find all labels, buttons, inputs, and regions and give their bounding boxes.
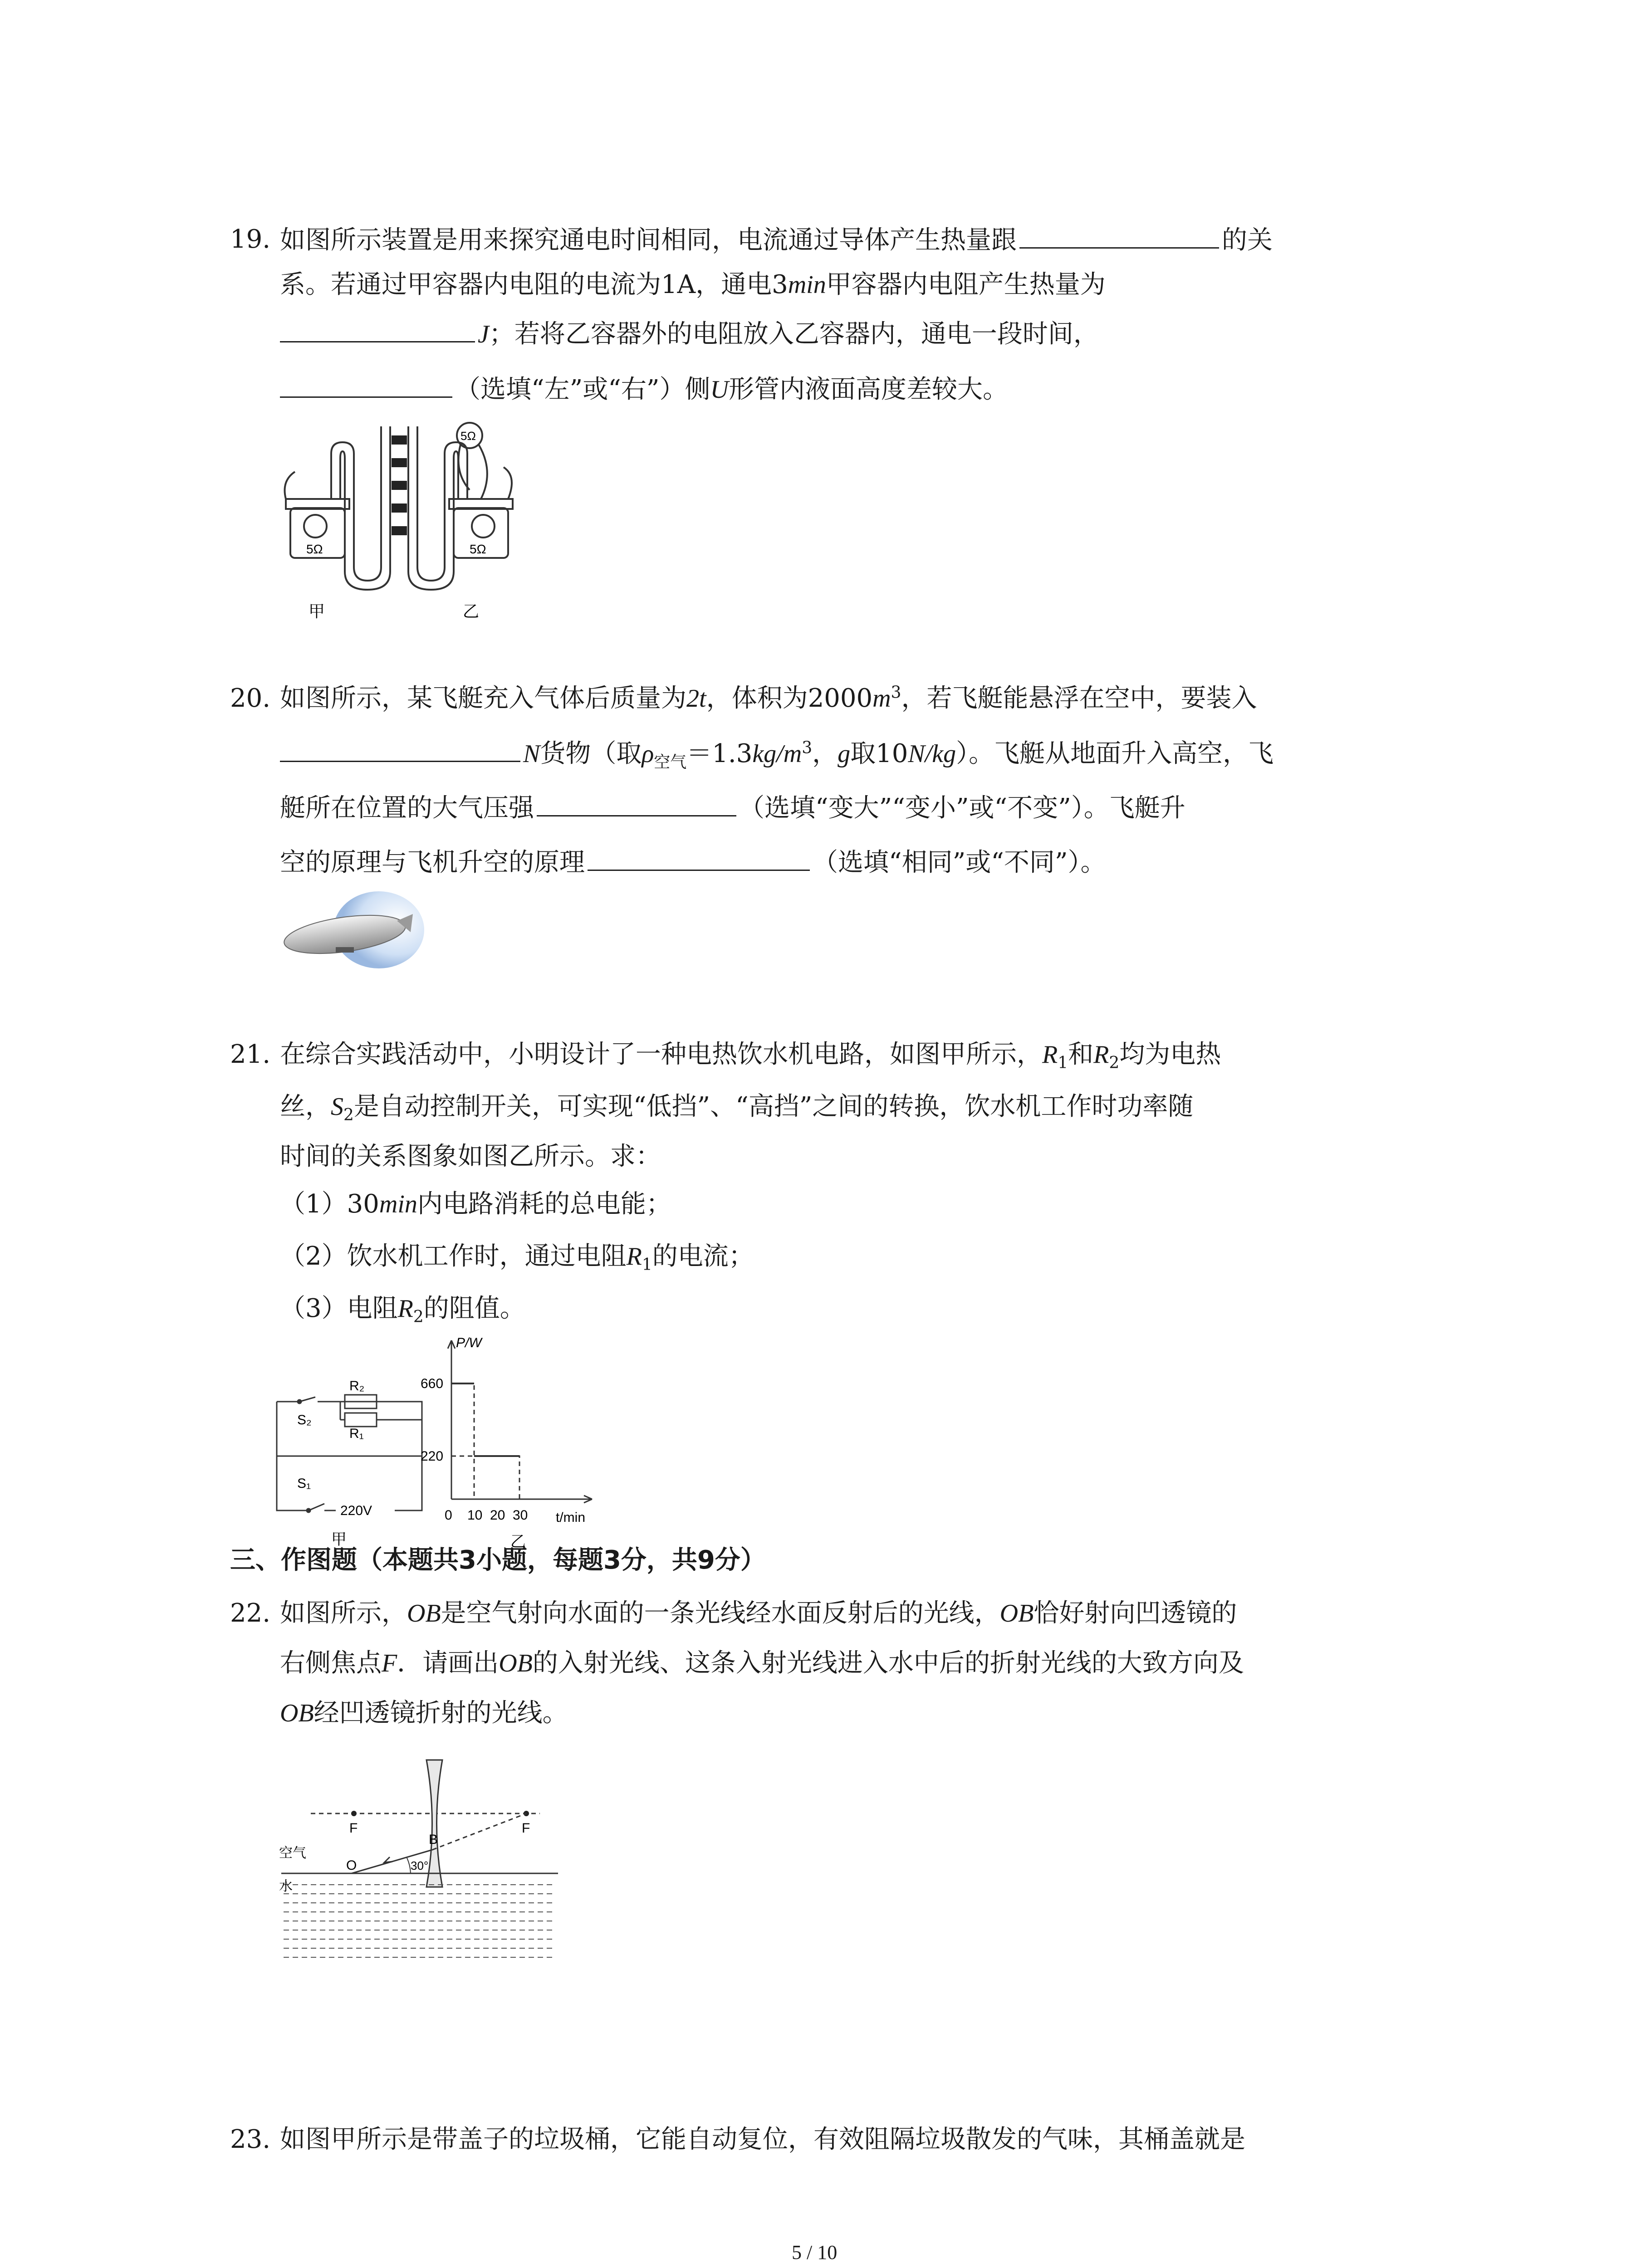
question-text-line xyxy=(280,1598,1237,1629)
variable: g xyxy=(838,740,851,768)
text: ）。飞艇从地面升入高空，飞 xyxy=(956,739,1274,768)
text: （2）饮水机工作时，通过电阻 xyxy=(280,1242,627,1271)
section-heading: 三、作图题（本题共3小题，每题3分，共9分） xyxy=(230,1545,766,1575)
text: ， xyxy=(812,739,838,768)
text: 时间的关系图象如图乙所示。求： xyxy=(280,1142,661,1171)
text: 如图所示装置是用来探究通电时间相同，电流通过导体产生热量跟 xyxy=(280,225,1017,255)
question-text-line xyxy=(280,683,1257,714)
variable: OB xyxy=(499,1649,533,1677)
variable: OB xyxy=(999,1599,1034,1628)
text: 的关 xyxy=(1222,225,1273,255)
focal-point-right-label: F xyxy=(522,1821,530,1836)
question-text-line xyxy=(280,269,1106,301)
variable: F xyxy=(382,1649,397,1677)
sub-question-3 xyxy=(280,1293,525,1325)
unit: m xyxy=(872,684,891,713)
unit: N xyxy=(523,740,540,768)
variable: ρ xyxy=(642,740,654,768)
airship-image xyxy=(281,889,426,980)
variable: R xyxy=(397,1295,413,1323)
question-number: 21. xyxy=(230,1040,271,1069)
unit: kg/m xyxy=(752,740,802,768)
question-text-line xyxy=(280,792,1185,824)
angle-label: 30° xyxy=(411,1859,429,1872)
question-text-line xyxy=(280,846,1106,879)
variable: R xyxy=(626,1242,642,1271)
text: 和 xyxy=(1068,1040,1094,1069)
resistor-r2-label: R₂ xyxy=(349,1378,365,1393)
sub-question-2 xyxy=(280,1241,754,1275)
y-tick-660: 660 xyxy=(421,1376,444,1391)
container-jia-label: 甲 xyxy=(309,602,325,621)
text: ．请画出 xyxy=(397,1648,499,1678)
unit: min xyxy=(379,1190,417,1218)
text: 货物（取 xyxy=(540,739,642,768)
question-number: 20. xyxy=(230,684,271,713)
unit: N/kg xyxy=(908,740,956,768)
container-yi-label: 乙 xyxy=(463,602,480,621)
question-text-line xyxy=(280,1647,1244,1679)
variable: S xyxy=(331,1093,343,1121)
question-text-line xyxy=(280,737,1274,770)
page-number: 5 / 10 xyxy=(792,2241,838,2263)
value: 1A xyxy=(661,270,696,299)
question-text-line xyxy=(280,224,1273,256)
y-tick-220: 220 xyxy=(421,1449,444,1464)
x-tick-0: 0 xyxy=(445,1508,452,1523)
text: ，体积为 xyxy=(706,684,808,713)
text: 如图所示，某飞艇充入气体后质量为 xyxy=(280,684,686,713)
value: 2t xyxy=(686,684,706,713)
resistor-right-label: 5Ω xyxy=(470,542,486,556)
exponent: 3 xyxy=(802,738,813,758)
unit: min xyxy=(788,271,826,299)
value: 2000 xyxy=(808,684,873,713)
text: 如图甲所示是带盖子的垃圾桶，它能自动复位，有效阻隔垃圾散发的气味，其桶盖就是 xyxy=(280,2125,1245,2154)
text: （选填“相同”或“不同”）。 xyxy=(813,848,1106,877)
text: 如图所示， xyxy=(280,1598,407,1628)
text: （选填“变大”“变小”或“不变”）。飞艇升 xyxy=(739,793,1185,823)
text: 系。若通过甲容器内电阻的电流为 xyxy=(280,270,661,299)
answer-blank[interactable] xyxy=(588,846,810,871)
resistor-r1-label: R₁ xyxy=(349,1426,364,1441)
voltage-label: 220V xyxy=(340,1503,372,1518)
subscript: 2 xyxy=(343,1106,354,1125)
resistor-left-label: 5Ω xyxy=(306,542,323,556)
y-axis-label: P/W xyxy=(456,1335,482,1350)
joule-heating-apparatus-figure xyxy=(281,417,517,626)
text: 甲容器内电阻产生热量为 xyxy=(826,270,1106,299)
text: 内电路消耗的总电能； xyxy=(417,1189,671,1219)
x-tick-10: 10 xyxy=(467,1508,483,1523)
text: 在综合实践活动中，小明设计了一种电热饮水机电路，如图甲所示， xyxy=(280,1040,1042,1069)
text: （选填“左”或“右”）侧 xyxy=(455,375,710,404)
subscript: 1 xyxy=(1058,1054,1068,1073)
text: ，通电 xyxy=(696,270,772,299)
text: 取10 xyxy=(850,739,908,768)
question-text-line xyxy=(280,2124,1245,2156)
text: 恰好射向凹透镜的 xyxy=(1034,1598,1237,1628)
question-text-line xyxy=(280,373,1008,406)
text: 均为电热 xyxy=(1119,1040,1221,1069)
question-number: 22. xyxy=(230,1598,271,1628)
text: 的阻值。 xyxy=(423,1294,525,1323)
text: （3）电阻 xyxy=(280,1294,398,1323)
exponent: 3 xyxy=(891,683,901,702)
point-o-label: O xyxy=(346,1858,357,1873)
subscript: 空气 xyxy=(654,753,687,772)
answer-blank[interactable] xyxy=(280,737,520,762)
text: 是空气射向水面的一条光线经水面反射后的光线， xyxy=(441,1598,1000,1628)
text: （1）30 xyxy=(280,1189,379,1219)
variable: OB xyxy=(407,1599,441,1628)
variable: U xyxy=(710,376,729,404)
text: ；若将乙容器外的电阻放入乙容器内，通电一段时间， xyxy=(489,319,1099,349)
switch-s1-label: S₁ xyxy=(297,1476,311,1491)
value: ＝1.3 xyxy=(686,739,753,768)
value: 3 xyxy=(772,270,788,299)
x-tick-20: 20 xyxy=(490,1508,505,1523)
power-time-graph xyxy=(420,1327,610,1549)
question-text-line xyxy=(280,318,1099,350)
resistor-top-label: 5Ω xyxy=(460,429,476,443)
figure-yi-label: 乙 xyxy=(510,1533,526,1549)
text: 经凹透镜折射的光线。 xyxy=(314,1698,568,1728)
answer-blank[interactable] xyxy=(280,373,452,398)
question-number: 19. xyxy=(230,225,271,254)
variable: R xyxy=(1042,1041,1058,1069)
point-b-label: B xyxy=(429,1832,438,1847)
sub-question-1 xyxy=(280,1188,671,1220)
air-label: 空气 xyxy=(279,1846,306,1861)
variable: OB xyxy=(280,1699,314,1727)
x-tick-30: 30 xyxy=(513,1508,528,1523)
question-text-line xyxy=(280,1697,568,1729)
subscript: 1 xyxy=(642,1256,652,1275)
answer-blank[interactable] xyxy=(537,792,736,816)
text: 的入射光线、这条入射光线进入水中后的折射光线的大致方向及 xyxy=(532,1648,1244,1678)
text: 形管内液面高度差较大。 xyxy=(728,375,1008,404)
text: 右侧焦点 xyxy=(280,1648,382,1678)
answer-blank[interactable] xyxy=(280,318,475,342)
question-number: 23. xyxy=(230,2125,271,2154)
subscript: 2 xyxy=(413,1308,424,1327)
answer-blank[interactable] xyxy=(1019,224,1219,249)
text: 丝， xyxy=(280,1092,331,1121)
subscript: 2 xyxy=(1109,1054,1120,1073)
text: 艇所在位置的大气压强 xyxy=(280,793,534,823)
text: ，若飞艇能悬浮在空中，要装入 xyxy=(901,684,1257,713)
text: 的电流； xyxy=(652,1242,754,1271)
question-text-line xyxy=(280,1039,1221,1073)
question-text-line xyxy=(280,1091,1193,1123)
concave-lens-reflection-figure xyxy=(279,1751,569,1969)
variable: R xyxy=(1093,1041,1109,1069)
unit: J xyxy=(478,320,489,348)
focal-point-left-label: F xyxy=(349,1821,358,1836)
switch-s2-label: S₂ xyxy=(297,1413,312,1427)
figure-jia-label: 甲 xyxy=(331,1531,347,1547)
text: 空的原理与飞机升空的原理 xyxy=(280,848,585,877)
x-axis-label: t/min xyxy=(556,1510,586,1525)
water-label: 水 xyxy=(279,1879,293,1894)
question-text-line xyxy=(280,1141,661,1173)
circuit-diagram xyxy=(272,1365,436,1547)
text: 是自动控制开关，可实现“低挡”、“高挡”之间的转换，饮水机工作时功率随 xyxy=(353,1092,1194,1121)
